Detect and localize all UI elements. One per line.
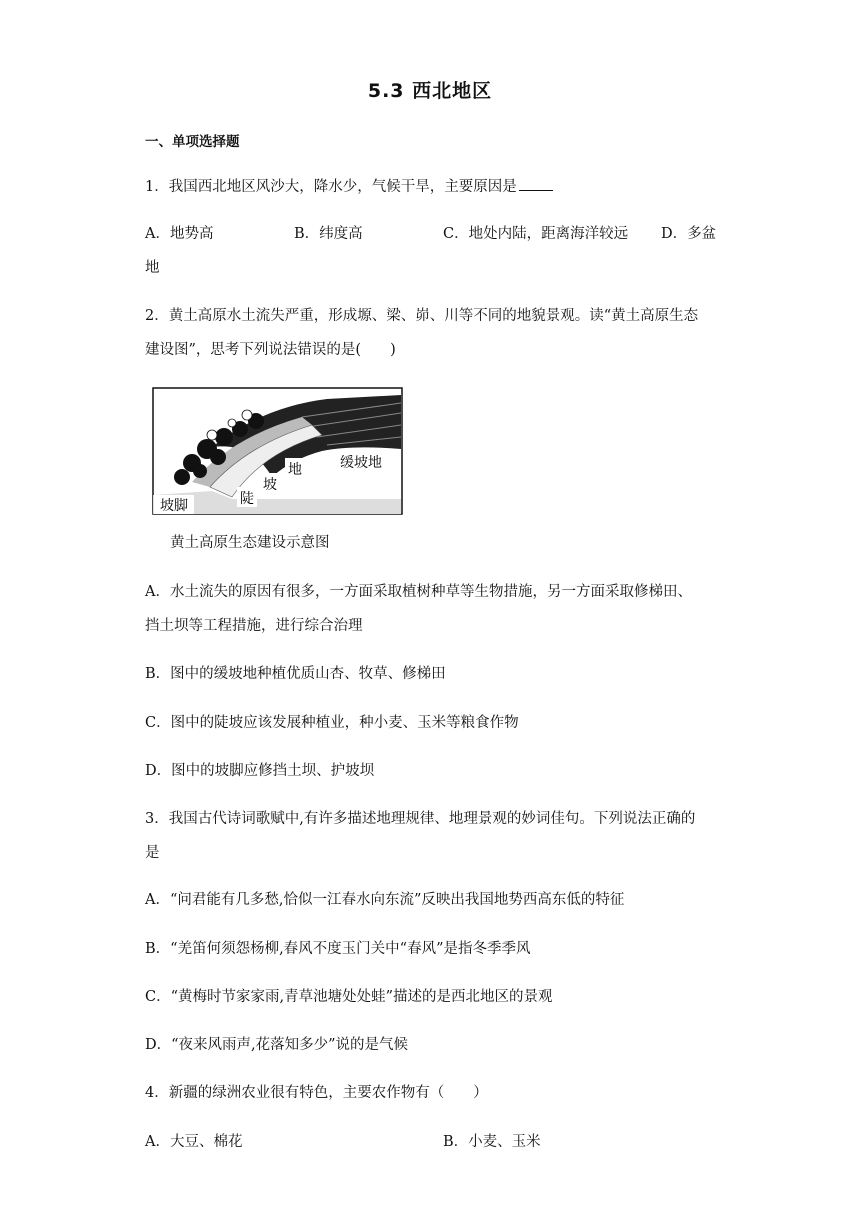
q1-option-d-wrap: 地	[145, 260, 160, 276]
section-heading: 一、单项选择题	[145, 134, 240, 150]
label-steep-3: 地	[288, 462, 302, 478]
q1-option-b: B．纬度高	[294, 226, 363, 242]
q2-option-b: B．图中的缓坡地种植优质山杏、牧草、修梯田	[145, 666, 446, 682]
page-title: 5.3 西北地区	[367, 80, 493, 102]
question-3-stem-line1: 3．我国古代诗词歌赋中,有许多描述地理规律、地理景观的妙词佳句。下列说法正确的	[145, 811, 696, 827]
q2-option-a-line2: 挡土坝等工程措施，进行综合治理	[145, 618, 363, 634]
label-slope-foot: 坡脚	[160, 498, 188, 514]
question-1-stem	[145, 175, 553, 196]
question-4-stem: 4．新疆的绿洲农业很有特色，主要农作物有（ ）	[145, 1085, 488, 1101]
question-3-stem-line2: 是	[145, 845, 160, 861]
q2-option-d: D．图中的坡脚应修挡土坝、护坡坝	[145, 763, 375, 779]
figure-caption: 黄土高原生态建设示意图	[170, 535, 330, 551]
q3-option-b: B．“羌笛何须怨杨柳,春风不度玉门关中“春风”是指冬季季风	[145, 941, 531, 957]
question-1-text: 1．我国西北地区风沙大，降水少，气候干旱，主要原因是	[145, 179, 517, 195]
q4-option-b: B．小麦、玉米	[443, 1134, 541, 1150]
answer-blank	[519, 176, 553, 191]
q1-option-a: A．地势高	[145, 226, 214, 242]
question-2-stem-line1: 2．黄土高原水土流失严重，形成塬、梁、峁、川等不同的地貌景观。读“黄土高原生态	[145, 308, 699, 324]
loess-plateau-figure	[152, 387, 403, 515]
label-gentle-slope: 缓坡地	[340, 455, 382, 471]
label-steep-2: 坡	[263, 477, 277, 493]
q1-option-c: C．地处内陆，距离海洋较远	[443, 226, 629, 242]
q1-option-d: D．多盆	[661, 226, 717, 242]
question-2-stem-line2: 建设图”，思考下列说法错误的是( )	[145, 342, 396, 358]
label-steep-1: 陡	[240, 491, 254, 507]
q4-option-a: A．大豆、棉花	[145, 1134, 243, 1150]
q3-option-c: C．“黄梅时节家家雨,青草池塘处处蛙”描述的是西北地区的景观	[145, 989, 553, 1005]
q2-option-c: C．图中的陡坡应该发展种植业，种小麦、玉米等粮食作物	[145, 715, 519, 731]
q2-option-a-line1: A．水土流失的原因有很多，一方面采取植树种草等生物措施，另一方面采取修梯田、	[145, 584, 692, 600]
q3-option-d: D．“夜来风雨声,花落知多少”说的是气候	[145, 1037, 409, 1053]
q3-option-a: A．“问君能有几多愁,恰似一江春水向东流”反映出我国地势西高东低的特征	[145, 892, 625, 908]
